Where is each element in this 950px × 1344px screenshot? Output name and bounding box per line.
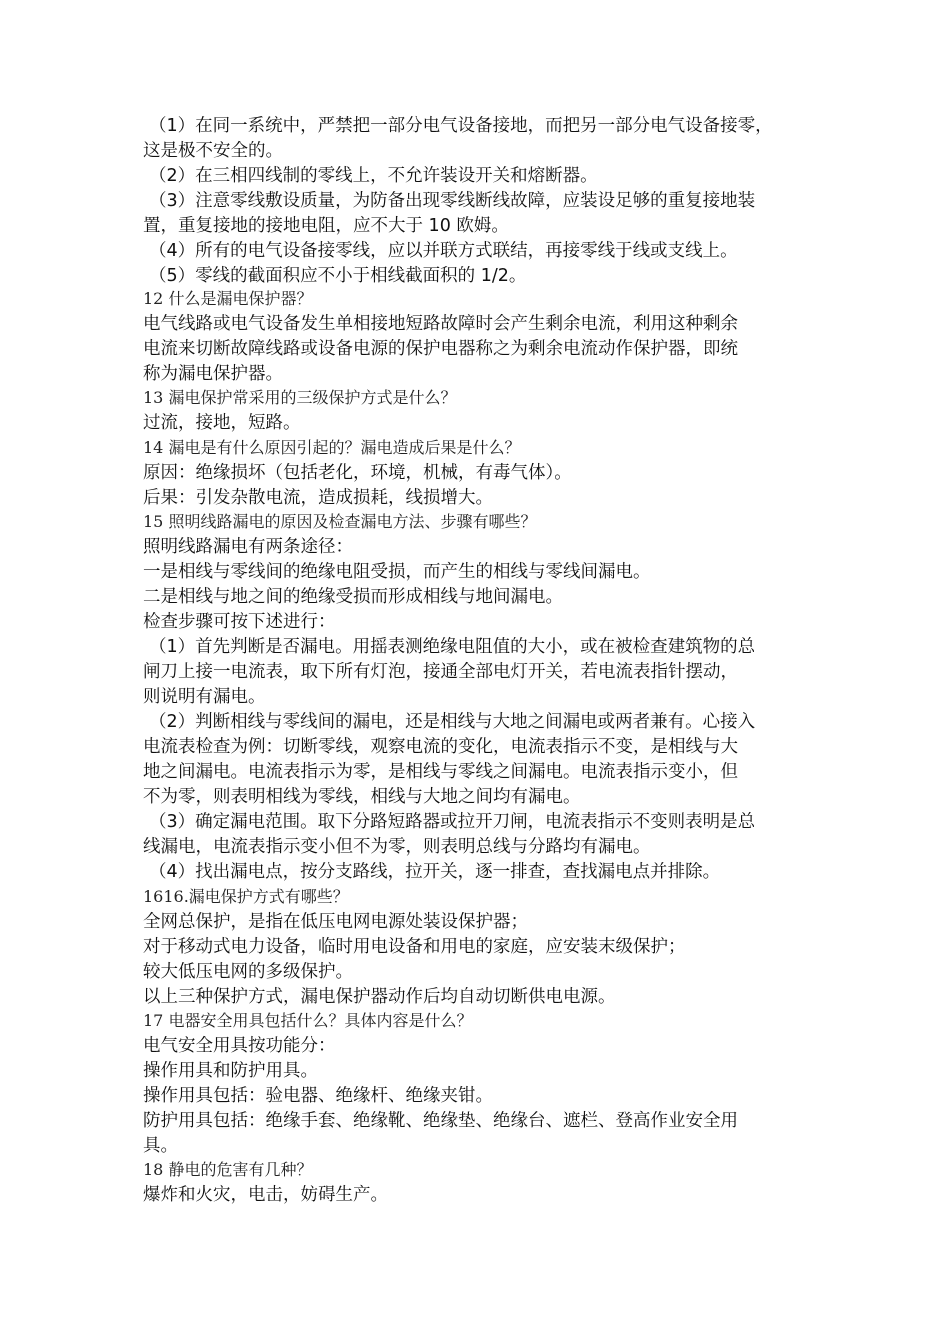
- paragraph-line: 操作用具包括：验电器、绝缘杆、绝缘夹钳。: [143, 1086, 493, 1106]
- paragraph-line: 置，重复接地的接地电阻，应不大于 10 欧姆。: [143, 216, 509, 236]
- paragraph-line: 则说明有漏电。: [143, 687, 266, 707]
- paragraph-line: 这是极不安全的。: [143, 141, 283, 161]
- paragraph-line: 较大低压电网的多级保护。: [143, 962, 353, 982]
- paragraph-line: 对于移动式电力设备，临时用电设备和用电的家庭，应安装末级保护；: [143, 937, 686, 957]
- paragraph-line: （1）在同一系统中，严禁把一部分电气设备接地，而把另一部分电气设备接零，: [149, 116, 773, 136]
- paragraph-line: 电流来切断故障线路或设备电源的保护电器称之为剩余电流动作保护器，即统: [143, 339, 738, 359]
- paragraph-line: 具。: [143, 1136, 178, 1156]
- paragraph-line: 电气线路或电气设备发生单相接地短路故障时会产生剩余电流，利用这种剩余: [143, 314, 738, 334]
- paragraph-line: 电气安全用具按功能分：: [143, 1036, 336, 1056]
- question-heading: 1616.漏电保护方式有哪些？: [143, 887, 349, 906]
- question-heading: 12 什么是漏电保护器？: [143, 289, 313, 308]
- paragraph-line: 操作用具和防护用具。: [143, 1061, 318, 1081]
- paragraph-line: 一是相线与零线间的绝缘电阻受损，而产生的相线与零线间漏电。: [143, 562, 651, 582]
- paragraph-line: 防护用具包括：绝缘手套、绝缘靴、绝缘垫、绝缘台、遮栏、登高作业安全用: [143, 1111, 738, 1131]
- paragraph-line: 二是相线与地之间的绝缘受损而形成相线与地间漏电。: [143, 587, 563, 607]
- paragraph-line: 原因：绝缘损坏（包括老化，环境，机械，有毒气体）。: [143, 463, 572, 483]
- paragraph-line: （3）确定漏电范围。取下分路短路器或拉开刀闸，电流表指示不变则表明是总: [149, 812, 756, 832]
- paragraph-line: （5）零线的截面积应不小于相线截面积的 1/2。: [149, 266, 527, 286]
- question-heading: 15 照明线路漏电的原因及检查漏电方法、步骤有哪些？: [143, 512, 537, 531]
- paragraph-line: （2）判断相线与零线间的漏电，还是相线与大地之间漏电或两者兼有。心接入: [149, 712, 756, 732]
- paragraph-line: 不为零，则表明相线为零线，相线与大地之间均有漏电。: [143, 787, 581, 807]
- paragraph-line: （2）在三相四线制的零线上，不允许装设开关和熔断器。: [149, 166, 598, 186]
- paragraph-line: 电流表检查为例：切断零线，观察电流的变化，电流表指示不变，是相线与大: [143, 737, 738, 757]
- paragraph-line: 全网总保护，是指在低压电网电源处装设保护器；: [143, 912, 528, 932]
- paragraph-line: 后果：引发杂散电流，造成损耗，线损增大。: [143, 488, 493, 508]
- paragraph-line: （1）首先判断是否漏电。用摇表测绝缘电阻值的大小，或在被检查建筑物的总: [149, 637, 756, 657]
- paragraph-line: （3）注意零线敷设质量，为防备出现零线断线故障，应装设足够的重复接地装: [149, 191, 756, 211]
- question-heading: 18 静电的危害有几种？: [143, 1160, 313, 1179]
- paragraph-line: 地之间漏电。电流表指示为零，是相线与零线之间漏电。电流表指示变小，但: [143, 762, 738, 782]
- paragraph-line: （4）找出漏电点，按分支路线，拉开关，逐一排查，查找漏电点并排除。: [149, 862, 721, 882]
- question-heading: 13 漏电保护常采用的三级保护方式是什么？: [143, 388, 457, 407]
- paragraph-line: 爆炸和火灾，电击，妨碍生产。: [143, 1185, 388, 1205]
- question-heading: 17 电器安全用具包括什么？具体内容是什么？: [143, 1011, 473, 1030]
- paragraph-line: 过流，接地，短路。: [143, 413, 301, 433]
- paragraph-line: 称为漏电保护器。: [143, 364, 283, 384]
- paragraph-line: （4）所有的电气设备接零线，应以并联方式联结，再接零线于线或支线上。: [149, 241, 738, 261]
- paragraph-line: 照明线路漏电有两条途径：: [143, 537, 353, 557]
- paragraph-line: 以上三种保护方式，漏电保护器动作后均自动切断供电电源。: [143, 987, 616, 1007]
- question-heading: 14 漏电是有什么原因引起的？漏电造成后果是什么？: [143, 438, 521, 457]
- paragraph-line: 闸刀上接一电流表，取下所有灯泡，接通全部电灯开关，若电流表指针摆动，: [143, 662, 738, 682]
- paragraph-line: 检查步骤可按下述进行：: [143, 612, 336, 632]
- paragraph-line: 线漏电，电流表指示变小但不为零，则表明总线与分路均有漏电。: [143, 837, 651, 857]
